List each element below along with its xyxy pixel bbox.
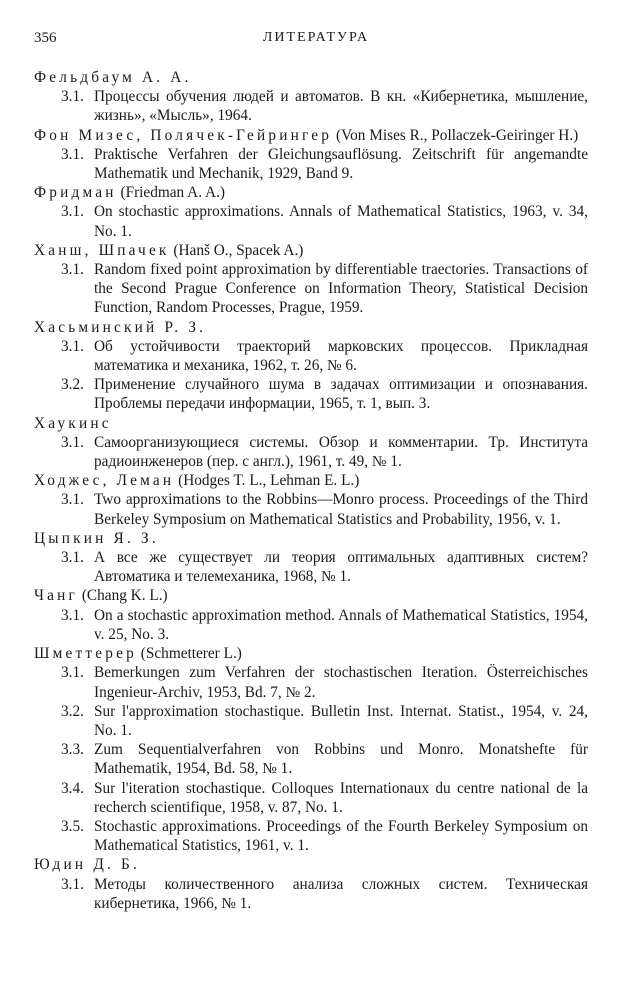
entry-number: 3.5. [61, 817, 84, 835]
reference-entry [61, 337, 588, 375]
entry-number: 3.3. [61, 741, 84, 759]
running-head [34, 30, 598, 50]
entry-number: 3.1. [61, 261, 84, 279]
reference-author-block [34, 183, 588, 241]
author-name: Ханш, Шпачек [34, 241, 170, 259]
author-heading [34, 318, 588, 337]
entry-number: 3.1. [61, 88, 84, 106]
entry-number: 3.2. [61, 702, 84, 720]
entry-text: Sur l'iteration stochastique. Colloques Internationaux du centre national de la recherch scientifique, 1958, v. 87, No. 1. [94, 779, 588, 816]
author-original-name: (Hanš O., Spacek A.) [173, 241, 304, 259]
reference-entry [61, 817, 588, 855]
author-original-name: (Schmetterer L.) [140, 645, 242, 663]
reference-entry [61, 548, 588, 586]
author-name: Хасьминский Р. З. [34, 318, 207, 336]
author-heading [34, 68, 588, 87]
reference-author-block [34, 529, 588, 587]
author-heading [34, 855, 588, 874]
entry-number: 3.1. [61, 491, 84, 509]
entry-text: Применение случайного шума в задачах оптимизации и опознавания. Проблемы передачи информации, 1965, т. 1, вып. 3. [94, 376, 588, 413]
author-name: Фон Мизес, Полячек-Гейрингер [34, 126, 333, 144]
entry-number: 3.1. [61, 145, 84, 163]
section-title: ЛИТЕРАТУРА [262, 30, 370, 45]
entry-number: 3.1. [61, 337, 84, 355]
entry-text: Методы количественного анализа сложных систем. Техническая кибернетика, 1966, № 1. [94, 875, 588, 912]
author-original-name: (Chang K. L.) [81, 587, 168, 605]
reference-entry [61, 433, 588, 471]
reference-author-block [34, 586, 588, 644]
author-name: Юдин Д. Б. [34, 856, 141, 874]
reference-author-block [34, 471, 588, 529]
reference-author-block [34, 68, 588, 126]
reference-entry [61, 145, 588, 183]
entry-text: Zum Sequentialverfahren von Robbins und Monro. Monatshefte für Mathematik, 1954, Bd. 58, № 1. [94, 741, 588, 778]
reference-entry [61, 702, 588, 740]
entry-number: 3.1. [61, 875, 84, 893]
entry-number: 3.1. [61, 664, 84, 682]
entry-text: Random fixed point approximation by differentiable traectories. Transactions of the Second Prague Conference on Information Theory, Statistical Decision Function, Random Processes, Prague, 1959. [94, 261, 588, 317]
entry-text: On a stochastic approximation method. Annals of Mathematical Statistics, 1954, v. 25, No. 3. [94, 606, 588, 643]
author-name: Хаукинс [34, 414, 112, 432]
entry-number: 3.4. [61, 779, 84, 797]
reference-entry [61, 663, 588, 701]
reference-entry [61, 87, 588, 125]
author-original-name: (Hodges T. L., Lehman E. L.) [178, 472, 360, 490]
author-heading [34, 529, 588, 548]
reference-entry [61, 202, 588, 240]
author-heading [34, 126, 588, 145]
reference-author-block [34, 241, 588, 318]
entry-text: Sur l'approximation stochastique. Bulletin Inst. Internat. Statist., 1954, v. 24, No. 1. [94, 702, 588, 739]
author-heading [34, 183, 588, 202]
entry-text: А все же существует ли теория оптимальных адаптивных систем? Автоматика и телемеханика, 1968, № 1. [94, 549, 588, 586]
author-name: Цыпкин Я. З. [34, 529, 159, 547]
entry-number: 3.1. [61, 549, 84, 567]
entry-number: 3.1. [61, 606, 84, 624]
author-heading [34, 414, 588, 433]
entry-text: Bemerkungen zum Verfahren der stochastischen Iteration. Österreichisches Ingenieur-Archiv, 1953, Bd. 7, № 2. [94, 664, 588, 701]
entry-text: On stochastic approximations. Annals of Mathematical Statistics, 1963, v. 34, No. 1. [94, 203, 588, 240]
entry-text: Stochastic approximations. Proceedings of the Fourth Berkeley Symposium on Mathematical Statistics, 1961, v. 1. [94, 817, 588, 855]
author-heading [34, 586, 588, 605]
entry-text: Процессы обучения людей и автоматов. В кн. «Кибернетика, мышление, жизнь», «Мысль», 1964. [94, 88, 588, 125]
entry-text: Two approximations to the Robbins—Monro process. Proceedings of the Third Berkeley Symposium on Mathematical Statistics and Probability, 1956, v. 1. [94, 491, 588, 528]
reference-entry [61, 260, 588, 318]
author-name: Фридман [34, 184, 117, 202]
reference-author-block [34, 126, 588, 184]
reference-entry [61, 779, 588, 817]
reference-entry [61, 606, 588, 644]
reference-entry [61, 740, 588, 778]
author-name: Фельдбаум А. А. [34, 69, 192, 86]
reference-author-block [34, 414, 588, 472]
author-heading [34, 241, 588, 260]
entry-number: 3.1. [61, 203, 84, 221]
entry-number: 3.1. [61, 433, 84, 451]
entry-number: 3.2. [61, 376, 84, 394]
reference-entry [61, 875, 588, 913]
entry-text: Самоорганизующиеся системы. Обзор и комментарии. Тр. Института радиоинженеров (пер. с англ.), 1961, т. 49, № 1. [94, 433, 588, 471]
author-original-name: (Von Mises R., Pollaczek-Geiringer H.) [335, 126, 579, 144]
entry-text: Об устойчивости траекторий марковских процессов. Прикладная математика и механика, 1962, т. 26, № 6. [94, 337, 588, 375]
page-number: 356 [34, 30, 57, 46]
author-name: Шметтерер [34, 645, 137, 663]
author-name: Ходжес, Леман [34, 472, 175, 490]
author-heading [34, 471, 588, 490]
reference-list [34, 68, 588, 913]
reference-author-block [34, 855, 588, 913]
reference-author-block [34, 318, 588, 414]
author-original-name: (Friedman A. A.) [120, 184, 226, 202]
entry-text: Praktische Verfahren der Gleichungsauflösung. Zeitschrift für angemandte Mathematik und Mechanik, 1929, Band 9. [94, 145, 588, 183]
reference-author-block [34, 644, 588, 855]
reference-entry [61, 375, 588, 413]
author-heading [34, 644, 588, 663]
author-name: Чанг [34, 587, 78, 605]
reference-entry [61, 490, 588, 528]
